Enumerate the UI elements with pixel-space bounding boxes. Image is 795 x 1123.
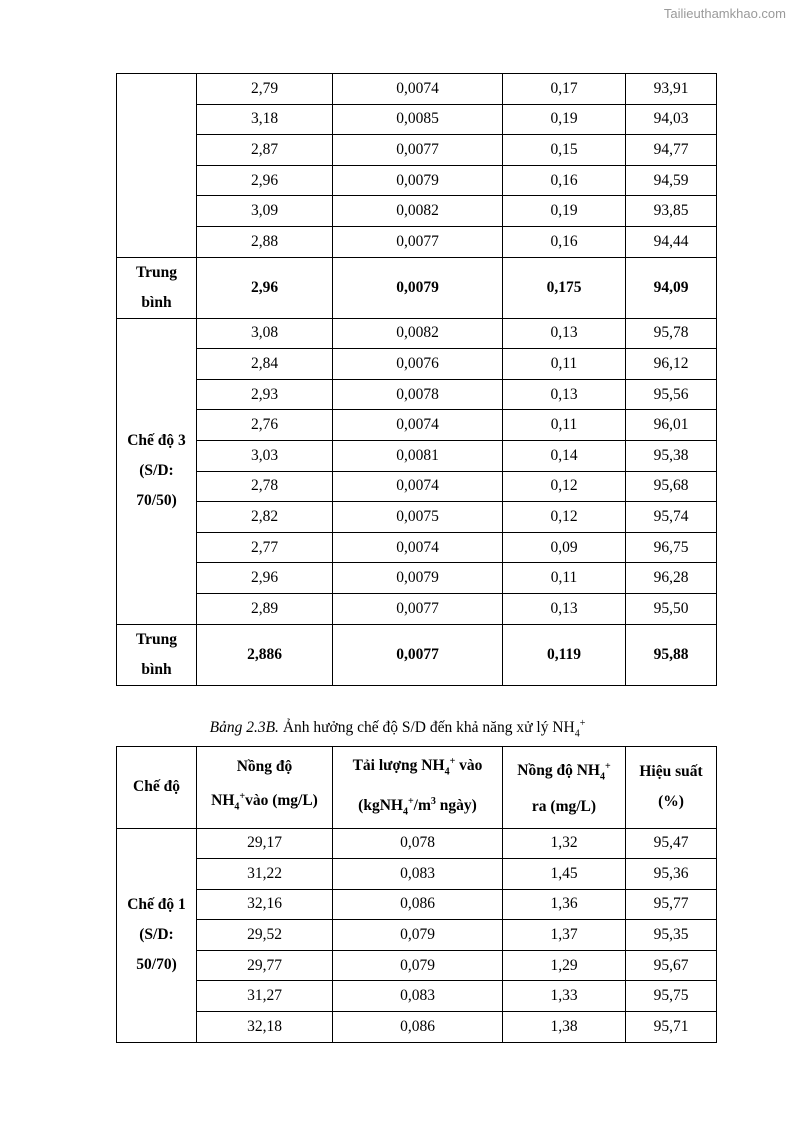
group-label-mode-1: Chế độ 1 (S/D: 50/70) [117, 828, 197, 1042]
table-cell: 95,47 [626, 828, 717, 859]
table-cell: 95,75 [626, 981, 717, 1012]
table-row [117, 74, 717, 105]
table-cell: 95,78 [626, 318, 717, 349]
table-cell: 3,03 [197, 440, 333, 471]
table-cell: 0,19 [503, 196, 626, 227]
table-cell: 0,0074 [333, 532, 503, 563]
table-cell: 0,0079 [333, 563, 503, 594]
table-row [117, 593, 717, 624]
table-cell: 0,16 [503, 165, 626, 196]
table-row [117, 440, 717, 471]
table-cell: 2,78 [197, 471, 333, 502]
table-row [117, 165, 717, 196]
table-cell: 0,11 [503, 563, 626, 594]
table-cell: 95,77 [626, 889, 717, 920]
table-cell: 2,82 [197, 502, 333, 533]
header-inflow-concentration: Nồng độ $NH_4^+vào$ (mg/L) [197, 747, 333, 829]
table-cell: 95,74 [626, 502, 717, 533]
table-cell: 1,29 [503, 950, 626, 981]
table-cell: 0,09 [503, 532, 626, 563]
table-cell: 95,50 [626, 593, 717, 624]
table-cell: 0,0085 [333, 104, 503, 135]
table-cell: 2,77 [197, 532, 333, 563]
table-cell: 0,15 [503, 135, 626, 166]
table-row [117, 471, 717, 502]
table-row [117, 950, 717, 981]
table-cell: 0,12 [503, 471, 626, 502]
average-value: 95,88 [626, 624, 717, 685]
table-cell: 0,14 [503, 440, 626, 471]
table-cell: 1,38 [503, 1012, 626, 1043]
table-cell: 32,16 [197, 889, 333, 920]
table-cell: 1,32 [503, 828, 626, 859]
table-cell: 0,0079 [333, 165, 503, 196]
table-cell: 0,13 [503, 379, 626, 410]
table-cell: 0,16 [503, 226, 626, 257]
header-row [117, 747, 717, 829]
table-cell: 0,11 [503, 349, 626, 380]
group-label-empty [117, 74, 197, 258]
average-value: 0,175 [503, 257, 626, 318]
table-row [117, 532, 717, 563]
table-row [117, 920, 717, 951]
table-cell: 93,85 [626, 196, 717, 227]
table-cell: 95,36 [626, 859, 717, 890]
table-cell: 93,91 [626, 74, 717, 105]
table-cell: 0,0074 [333, 410, 503, 441]
table-row [117, 859, 717, 890]
average-label: Trung bình [117, 624, 197, 685]
table-cell: 2,76 [197, 410, 333, 441]
average-value: 0,0077 [333, 624, 503, 685]
table-cell: 0,0077 [333, 226, 503, 257]
table-row [117, 196, 717, 227]
table-cell: 0,083 [333, 981, 503, 1012]
table-cell: 31,22 [197, 859, 333, 890]
table-cell: 94,03 [626, 104, 717, 135]
table-cell: 0,13 [503, 318, 626, 349]
average-row [117, 257, 717, 318]
table-cell: 0,12 [503, 502, 626, 533]
table-cell: 95,56 [626, 379, 717, 410]
table-cell: 1,45 [503, 859, 626, 890]
table-cell: 95,68 [626, 471, 717, 502]
table-cell: 0,19 [503, 104, 626, 135]
table-row [117, 889, 717, 920]
table-row [117, 502, 717, 533]
table-cell: 96,12 [626, 349, 717, 380]
table-cell: 94,44 [626, 226, 717, 257]
caption-label: Bảng 2.3B. [209, 719, 279, 737]
table-cell: 94,59 [626, 165, 717, 196]
average-label: Trung bình [117, 257, 197, 318]
table-cell: 95,67 [626, 950, 717, 981]
table-row [117, 318, 717, 349]
table-row [117, 1012, 717, 1043]
average-value: 2,96 [197, 257, 333, 318]
table-row [117, 379, 717, 410]
table-cell: 29,52 [197, 920, 333, 951]
table-cell: 2,88 [197, 226, 333, 257]
table-cell: 96,75 [626, 532, 717, 563]
table-cell: 0,086 [333, 1012, 503, 1043]
table-cell: 95,35 [626, 920, 717, 951]
header-outflow-concentration: Nồng độ $NH_4^+$ ra (mg/L) [503, 747, 626, 829]
nh4-removal-table [116, 746, 717, 1043]
table-cell: 0,0078 [333, 379, 503, 410]
header-mode: Chế độ [117, 747, 197, 829]
table-cell: 32,18 [197, 1012, 333, 1043]
table-cell: 95,71 [626, 1012, 717, 1043]
table-cell: 95,38 [626, 440, 717, 471]
average-value: 94,09 [626, 257, 717, 318]
table-cell: 0,11 [503, 410, 626, 441]
table-cell: 2,84 [197, 349, 333, 380]
table-cell: 29,77 [197, 950, 333, 981]
table-row [117, 135, 717, 166]
table-cell: 94,77 [626, 135, 717, 166]
header-efficiency: Hiệu suất (%) [626, 747, 717, 829]
table-row [117, 828, 717, 859]
table-cell: 0,086 [333, 889, 503, 920]
table-cell: 2,96 [197, 563, 333, 594]
group-label-mode-3: Chế độ 3 (S/D: 70/50) [117, 318, 197, 624]
table-cell: 1,37 [503, 920, 626, 951]
table-cell: 0,083 [333, 859, 503, 890]
header-load: Tải lượng $NH_4^+$ vào ($kgNH_4^+/m^3$ ngày) [333, 747, 503, 829]
table-cell: 0,17 [503, 74, 626, 105]
table-cell: 0,13 [503, 593, 626, 624]
table-cell: 2,87 [197, 135, 333, 166]
average-row [117, 624, 717, 685]
average-value: 2,886 [197, 624, 333, 685]
table-row [117, 981, 717, 1012]
table-cell: 0,0081 [333, 440, 503, 471]
table-cell: 0,0074 [333, 471, 503, 502]
average-value: 0,119 [503, 624, 626, 685]
table-cell: 0,078 [333, 828, 503, 859]
table-cell: 0,0082 [333, 318, 503, 349]
table-cell: 2,89 [197, 593, 333, 624]
table-cell: 0,0074 [333, 74, 503, 105]
table-cell: 31,27 [197, 981, 333, 1012]
table-row [117, 226, 717, 257]
table-cell: 0,0075 [333, 502, 503, 533]
table-cell: 3,08 [197, 318, 333, 349]
table-cell: 0,0076 [333, 349, 503, 380]
table-cell: 2,93 [197, 379, 333, 410]
caption-text: Ảnh hưởng chế độ S/D đến khả năng xử lý NH [278, 719, 575, 737]
table-cell: 3,09 [197, 196, 333, 227]
table-row [117, 563, 717, 594]
table-row [117, 104, 717, 135]
table-cell: 1,33 [503, 981, 626, 1012]
table-caption: Bảng 2.3B. Ảnh hưởng chế độ S/D đến khả năng xử lý $NH_4^+$ [209, 718, 586, 740]
table-cell: 1,36 [503, 889, 626, 920]
table-cell: 96,01 [626, 410, 717, 441]
table-cell: 0,0077 [333, 593, 503, 624]
table-row [117, 349, 717, 380]
table-cell: 3,18 [197, 104, 333, 135]
table-cell: 29,17 [197, 828, 333, 859]
table-cell: 0,0077 [333, 135, 503, 166]
table-row [117, 410, 717, 441]
table-cell: 2,79 [197, 74, 333, 105]
table-cell: 96,28 [626, 563, 717, 594]
watermark: Tailieuthamkhao.com [663, 6, 786, 21]
table-cell: 0,079 [333, 950, 503, 981]
table-cell: 2,96 [197, 165, 333, 196]
results-table-continued [116, 73, 717, 686]
table-cell: 0,0082 [333, 196, 503, 227]
average-value: 0,0079 [333, 257, 503, 318]
table-cell: 0,079 [333, 920, 503, 951]
